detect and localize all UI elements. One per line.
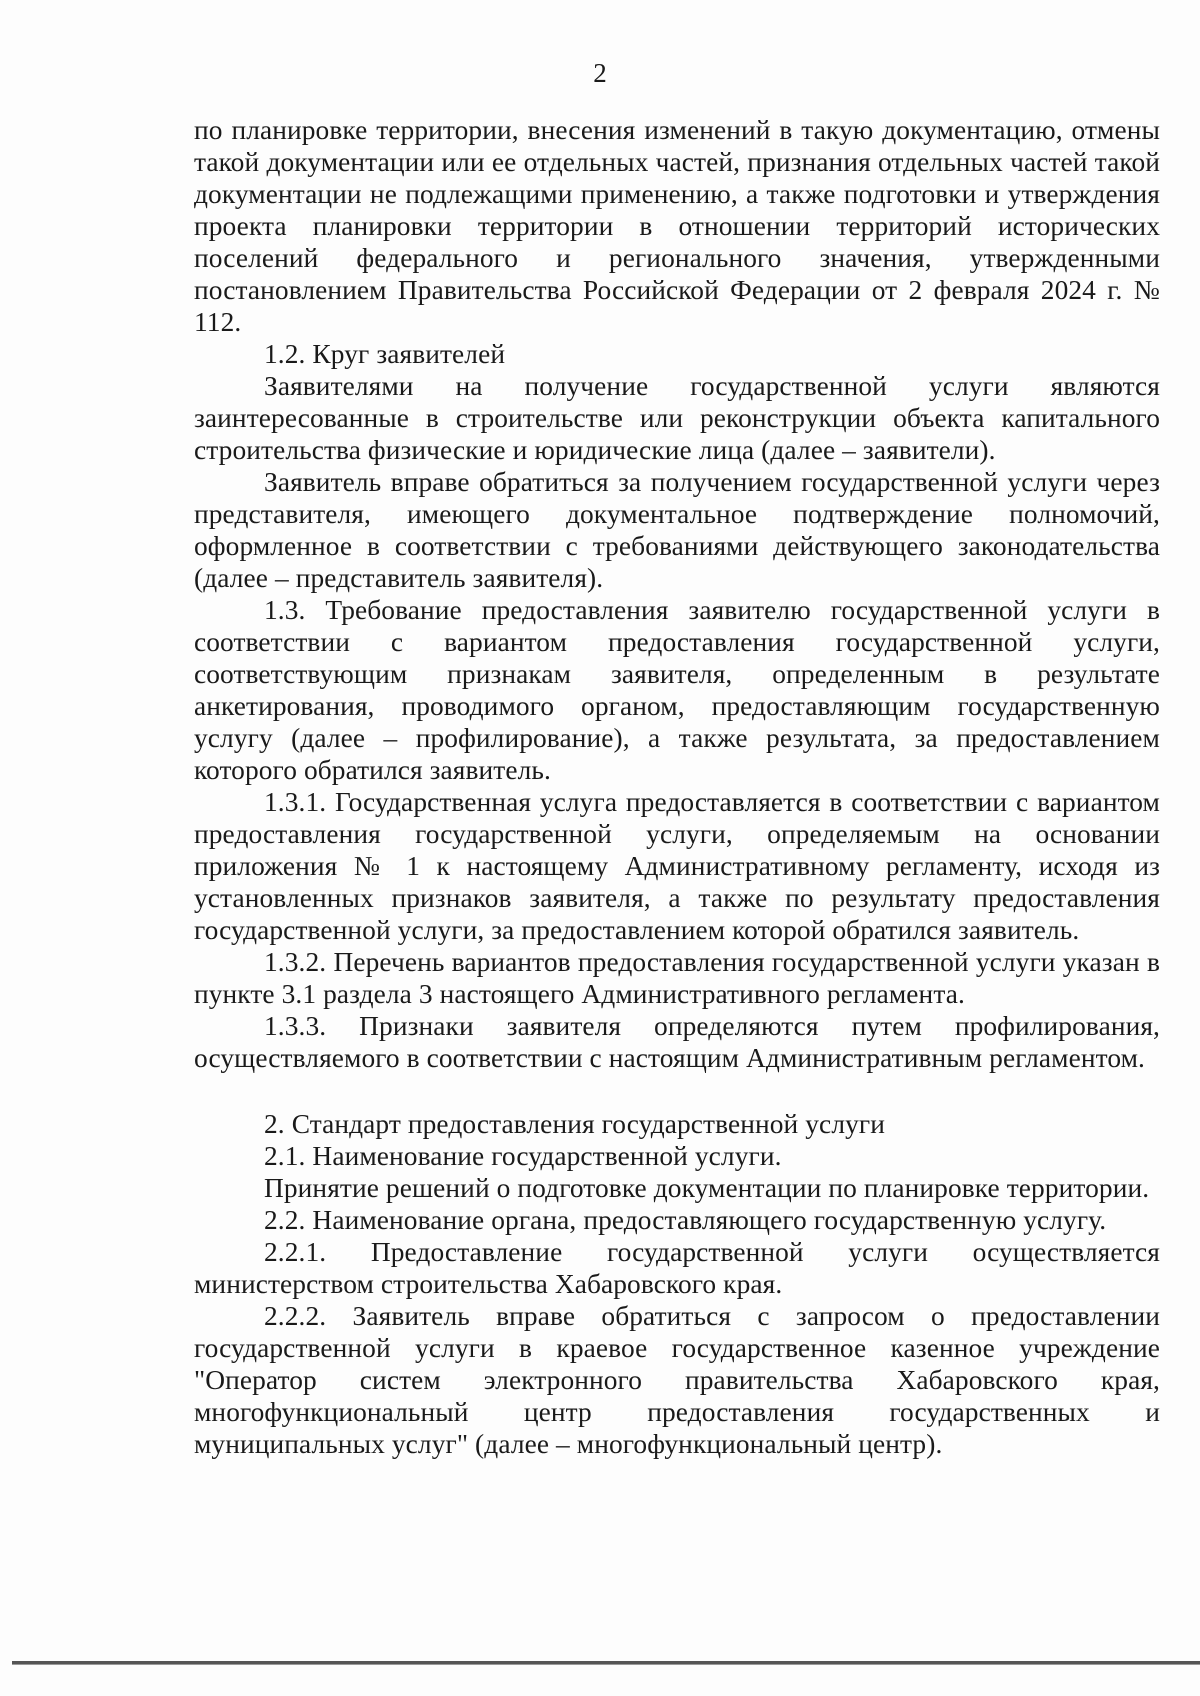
section-heading-1-2: 1.2. Круг заявителей [264,339,506,369]
section-heading-2: 2. Стандарт предоставления государственной услуги [264,1109,885,1139]
paragraph-1-3-3: 1.3.3. Признаки заявителя определяются путем профилирования, осуществляемого в соответствии с настоящим Административным регламентом. [194,1011,1160,1073]
section-spacer [194,1074,1160,1108]
paragraph-service-name: Принятие решений о подготовке документации по планировке территории. [264,1173,1150,1203]
paragraph-2-2-1: 2.2.1. Предоставление государственной услуги осуществляется министерством строительства Хабаровского края. [194,1237,1160,1299]
page-number: 2 [593,58,607,88]
paragraph-1-3-1: 1.3.1. Государственная услуга предоставляется в соответствии с вариантом предоставления государственной услуги, определяемым на основании приложения № 1 к настоящему Административному регламенту, исходя из установленных признаков заявителя, а также по результату предоставления государственной услуги, за предоставлением которой обратился заявитель. [194,787,1160,945]
paragraph-2-2-2: 2.2.2. Заявитель вправе обратиться с запросом о предоставлении государственной услуги в краевое государственное казенное учреждение "Оператор систем электронного правительства Хабаровского края, многофункциональный центр предоставления государственных и муниципальных услуг" (далее – многофункциональный центр). [194,1301,1160,1459]
paragraph-continuation: по планировке территории, внесения изменений в такую документацию, отмены такой документации или ее отдельных частей, признания отдельных частей такой документации не подлежащими применению, а также подготовки и утверждения проекта планировки территории в отношении территорий исторических поселений федерального и регионального значения, утвержденными постановлением Правительства Российской Федерации от 2 февраля 2024 г. № 112. [194,115,1160,337]
scan-bottom-edge [12,1661,1200,1664]
paragraph-representative: Заявитель вправе обратиться за получением государственной услуги через представителя, имеющего документальное подтверждение полномочий, оформленное в соответствии с требованиями действующего законодательства (далее – представитель заявителя). [194,467,1160,593]
paragraph-2-1: 2.1. Наименование государственной услуги. [264,1141,782,1171]
paragraph-2-2: 2.2. Наименование органа, предоставляющего государственную услугу. [264,1205,1107,1235]
paragraph-applicants: Заявителями на получение государственной услуги являются заинтересованные в строительстве или реконструкции объекта капитального строительства физические и юридические лица (далее – заявители). [194,371,1160,465]
paragraph-1-3: 1.3. Требование предоставления заявителю государственной услуги в соответствии с вариантом предоставления государственной услуги, соответствующим признакам заявителя, определенным в результате анкетирования, проводимого органом, предоставляющим государственную услугу (далее – профилирование), а также результата, за предоставлением которого обратился заявитель. [194,595,1160,785]
document-body [194,114,1160,1460]
paragraph-1-3-2: 1.3.2. Перечень вариантов предоставления государственной услуги указан в пункте 3.1 раздела 3 настоящего Административного регламента. [194,947,1160,1009]
